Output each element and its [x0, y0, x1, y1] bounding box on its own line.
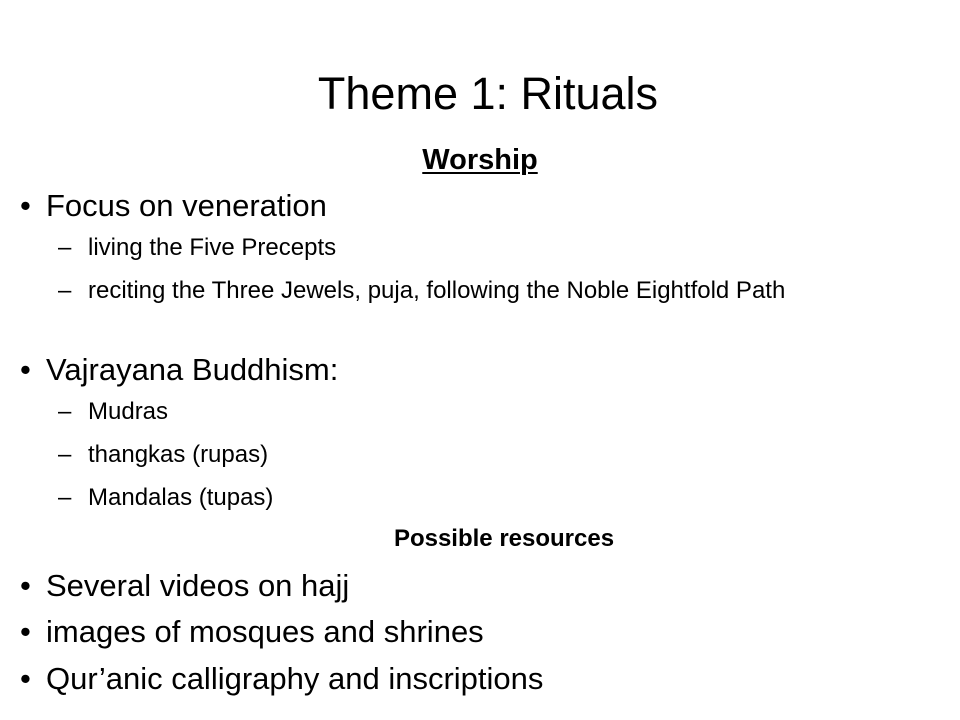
- slide-title: Theme 1: Rituals: [317, 68, 659, 119]
- sub-bullet-label: Mudras: [88, 398, 169, 425]
- resources-heading: Possible resources: [393, 525, 615, 552]
- bullet-dot-icon: •: [20, 614, 31, 649]
- sub-bullet-label: living the Five Precepts: [88, 234, 337, 261]
- bullet-label: Qur’anic calligraphy and inscriptions: [46, 661, 544, 696]
- bullet-dot-icon: •: [20, 188, 31, 223]
- dash-icon: –: [58, 398, 72, 425]
- dash-icon: –: [58, 277, 72, 304]
- bullet-label: Several videos on hajj: [46, 568, 350, 603]
- bullet-label: Focus on veneration: [46, 188, 327, 223]
- dash-icon: –: [58, 484, 72, 511]
- dash-icon: –: [58, 441, 72, 468]
- sub-bullet-label: reciting the Three Jewels, puja, following the Noble Eightfold Path: [88, 277, 786, 304]
- bullet-label: Vajrayana Buddhism:: [46, 352, 339, 387]
- bullet-dot-icon: •: [20, 352, 31, 387]
- worship-heading: Worship: [422, 144, 538, 176]
- sub-bullet-label: thangkas (rupas): [88, 441, 269, 468]
- bullet-label: images of mosques and shrines: [46, 614, 484, 649]
- sub-bullet-label: Mandalas (tupas): [88, 484, 274, 511]
- dash-icon: –: [58, 234, 72, 261]
- bullet-dot-icon: •: [20, 568, 31, 603]
- bullet-dot-icon: •: [20, 661, 31, 696]
